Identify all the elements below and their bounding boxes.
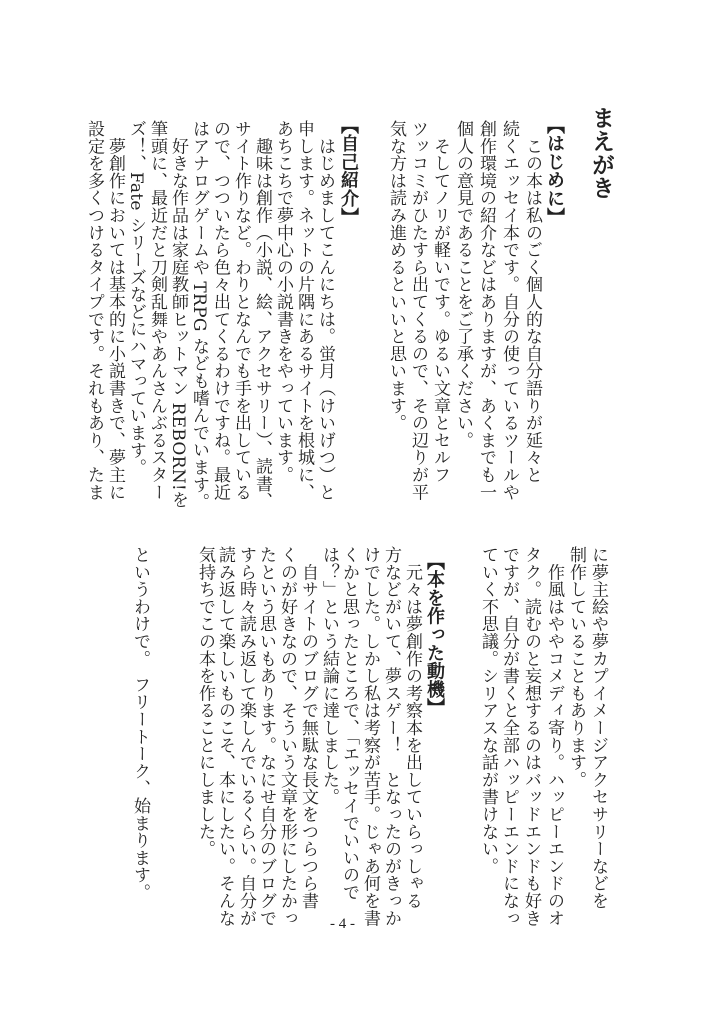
text-line: ですが、自分が書くと全部ハッピーエンドになっ <box>499 546 519 927</box>
text-line: サイト作りなど。わりとなんでも手を出している <box>231 120 251 501</box>
text-line: すら時々読み返して楽しんでいるくらい。自分が <box>236 546 256 927</box>
text-line: に夢主絵や夢カプイメージアクセサリーなどを <box>588 546 608 910</box>
section-heading-intro: 【はじめに】 <box>544 116 565 226</box>
text-line: は？」という結論に達しました。 <box>319 546 339 806</box>
text-line: 申します。ネットの片隅にあるサイトを根城に、 <box>294 120 314 501</box>
text-line: 気な方は読み進めるといいと思います。 <box>386 120 406 432</box>
text-line: 続くエッセイ本です。自分の使っているツールや <box>499 120 519 501</box>
text-line: 設定を多くつけるタイプです。それもあり、たま <box>84 120 104 501</box>
text-line: あちこちで夢中心の小説書きをやっています。 <box>273 120 293 484</box>
text-line: 自サイトのブログで無駄な長文をつらつら書 <box>298 546 318 910</box>
text-line: タク。読むのと妄想するのはバッドエンドも好き <box>521 546 541 927</box>
text-line: ていく不思議。シリアスな話が書けない。 <box>478 546 498 875</box>
text-line: 気持ちでこの本を作ることにしました。 <box>195 546 215 858</box>
text-line: はじめましてこんにちは。蛍月（けいげつ）と <box>315 120 335 501</box>
text-line: そしてノリが軽いです。ゆるい文章とセルフ <box>430 120 450 484</box>
text-line: くのが好きなので、そういう文章を形にしたかっ <box>277 546 297 927</box>
page-number: - 4 - <box>330 916 355 932</box>
text-line: 創作環境の紹介などはありますが、あくまでも一 <box>476 120 496 501</box>
section-heading-motive: 【本を作った動機】 <box>424 552 445 717</box>
text-line: はアナログゲームや TRPG なども嗜んでいます。 <box>189 120 209 511</box>
closing-line: というわけで。 フリートーク、始まります。 <box>130 546 150 901</box>
text-line: 筆頭に、最近だと刀剣乱舞やあんさんぶるスター <box>147 120 167 501</box>
text-line: 趣味は創作（小説、絵、アクセサリー）、読書、 <box>252 120 272 510</box>
text-line: ツッコミがひたすら出てくるので、その辺りが平 <box>408 120 428 501</box>
text-line: 個人の意見であることをご了承ください。 <box>453 120 473 449</box>
text-line: 元々は夢創作の考察本を出していらっしゃる <box>402 546 422 910</box>
text-line: 好きな作品は家庭教師ヒットマン REBORN!を <box>168 120 188 509</box>
text-line: ので、つついたら色々出てくるわけですね。最近 <box>210 120 230 501</box>
text-line: 方などがいて、夢スゲー！ となったのがきっか <box>381 546 401 927</box>
page-title: まえがき <box>588 106 614 200</box>
text-line: この本は私のごく個人的な自分語りが延々と <box>522 120 542 484</box>
text-line: くかと思ったところで、「エッセイでいいので <box>339 546 359 901</box>
text-line: 夢創作においては基本的に小説書きで、夢主に <box>105 120 125 501</box>
text-line: 作風はややコメディ寄り。ハッピーエンドのオ <box>544 546 564 927</box>
text-line: たという思いもあります。なにせ自分のブログで <box>256 546 276 927</box>
text-line: ズ！、Fate シリーズなどにハマっています。 <box>126 120 146 476</box>
text-line: 制作していることもあります。 <box>566 546 586 789</box>
text-line: 読み返して楽しいものこそ、本にしたい。そんな <box>215 546 235 927</box>
section-heading-self-intro: 【自己紹介】 <box>338 116 359 226</box>
text-line: けでした。しかし私は考察が苦手。じゃあ何を書 <box>360 546 380 927</box>
